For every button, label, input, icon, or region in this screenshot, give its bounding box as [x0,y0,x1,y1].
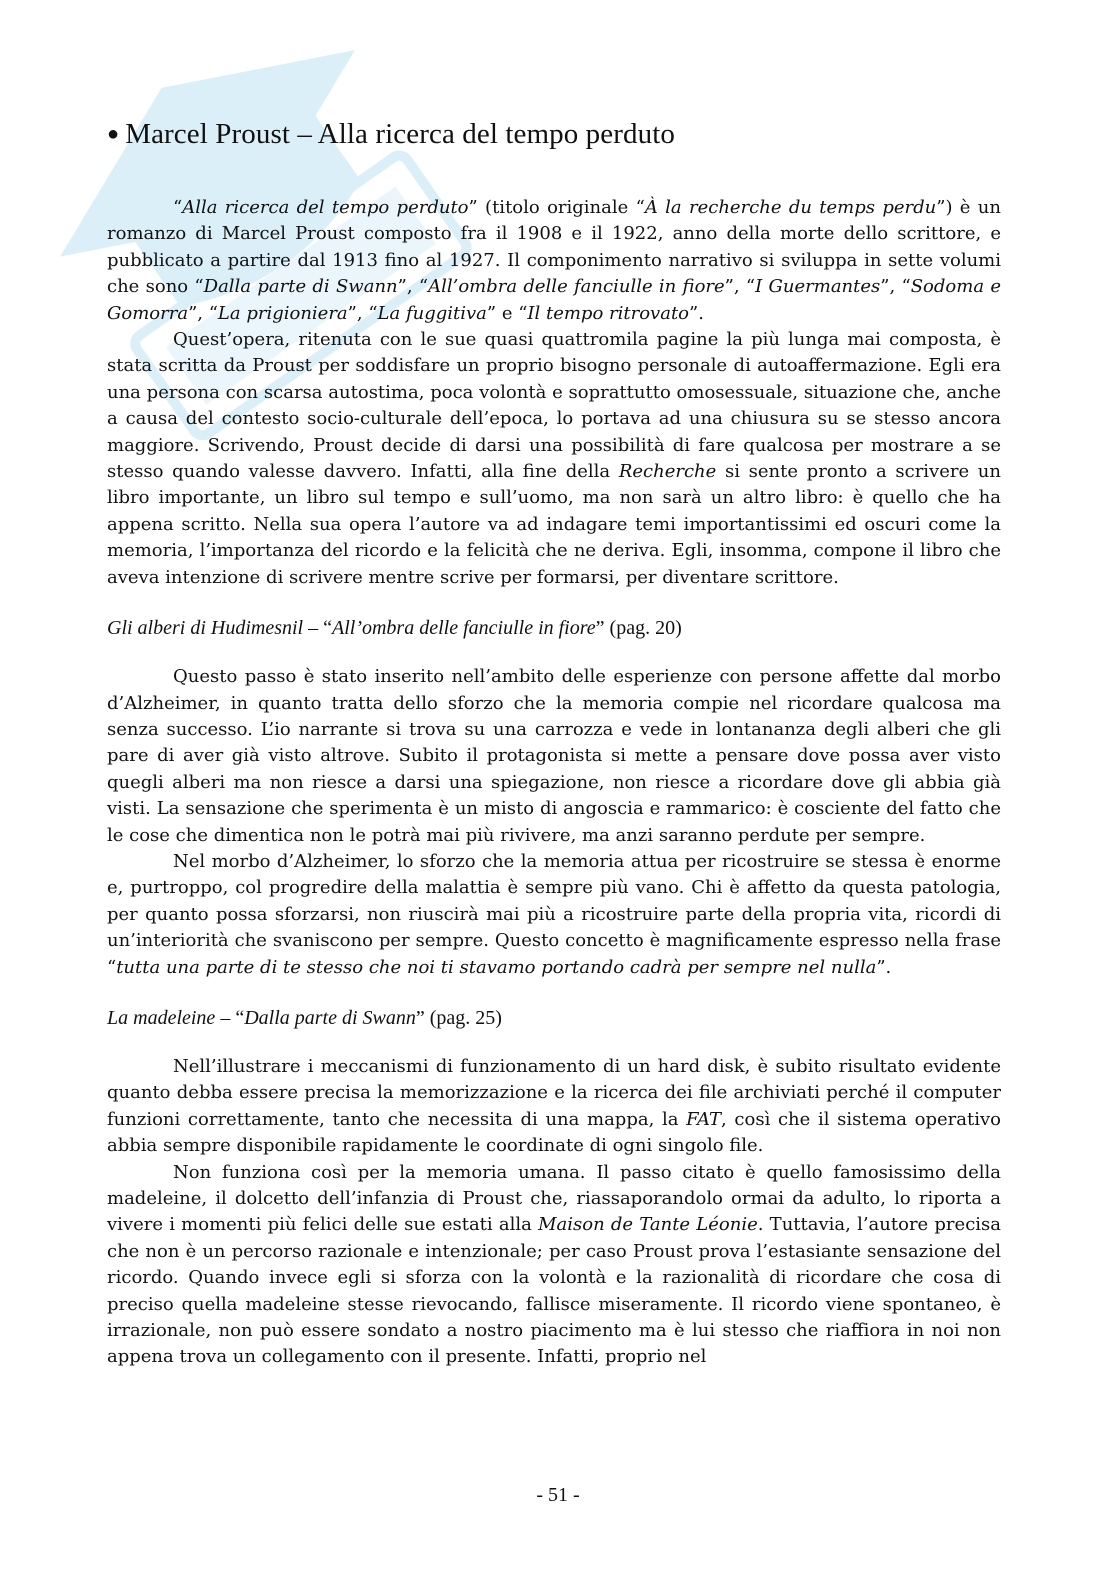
subsection-heading: La madeleine – “Dalla parte di Swann” (pag. 25) [107,1006,502,1029]
page-number: - 51 - [536,1484,580,1506]
bullet-icon: ● [107,123,120,145]
subsection-heading: Gli alberi di Hudimesnil – “All’ombra delle fanciulle in fiore” (pag. 20) [107,617,682,640]
paragraph: Nel morbo d’Alzheimer, lo sforzo che la memoria attua per ricostruire se stessa è enorme e, purtroppo, col progredire della malattia è sempre più vano. Chi è affetto da questa patologia, per quanto possa sforzarsi, non riuscirà mai più a ricostruire parte della propria vita, ricordi di un’interiorità che svaniscono per sempre. Questo concetto è magnificamente espresso nella frase “tutta una parte di te stesso che noi ti stavamo portando cadrà per sempre nel nulla”. [107,850,1001,978]
paragraph: Quest’opera, ritenuta con le sue quasi quattromila pagine la più lunga mai composta, è stata scritta da Proust per soddisfare un proprio bisogno personale di autoaffermazione. Egli era una persona con scarsa autostima, poca volontà e soprattutto omosessuale, situazione che, anche a causa del contesto socio-culturale dell’epoca, lo portava ad una chiusura su se stesso ancora maggiore. Scrivendo, Proust decide di darsi una possibilità di fare qualcosa per mostrare a se stesso quando valesse davvero. Infatti, alla fine della Recherche si sente pronto a scrivere un libro importante, un libro sul tempo e sull’uomo, ma non sarà un altro libro: è quello che ha appena scritto. Nella sua opera l’autore va ad indagare temi importantissimi ed oscuri come la memoria, l’importanza del ricordo e la felicità che ne deriva. Egli, insomma, compone il libro che aveva intenzione di scrivere mentre scrive per formarsi, per diventare scrittore. [107,329,1001,588]
paragraph: Non funziona così per la memoria umana. Il passo citato è quello famosissimo della madeleine, il dolcetto dell’infanzia di Proust che, riassaporandolo ormai da adulto, lo riporta a vivere i momenti più felici delle sue estati alla Maison de Tante Léonie. Tuttavia, l’autore precisa che non è un percorso razionale e intenzionale; per caso Proust prova l’estasiante sensazione del ricordo. Quando invece egli si sforza con la volontà e la razionalità di ricordare che cosa di preciso quella madeleine stesse rievocando, fallisce miseramente. Il ricordo viene spontaneo, è irrazionale, non può essere sondato a nostro piacimento ma è lui stesso che riaffiora in noi non appena trova un collegamento con il presente. Infatti, proprio nel [107,1161,1002,1368]
document-page [107,118,1001,1371]
section-title: ● Marcel Proust – Alla ricerca del tempo perduto [107,118,675,150]
paragraph: Questo passo è stato inserito nell’ambito delle esperienze con persone affette dal morbo d’Alzheimer, in quanto tratta dello sforzo che la memoria compie nel ricordare qualcosa ma senza successo. L’io narrante si trova su una carrozza e vede in lontananza degli alberi che gli pare di aver già visto altrove. Subito il protagonista si mette a pensare dove possa aver visto quegli alberi ma non riesce a darsi una spiegazione, non riesce a ricordare dove gli abbia già visti. La sensazione che sperimenta è un misto di angoscia e rammarico: è cosciente del fatto che le cose che dimentica non le potrà mai più rivivere, ma anzi saranno perdute per sempre. [107,666,1001,846]
paragraph: Nell’illustrare i meccanismi di funzionamento di un hard disk, è subito risultato evidente quanto debba essere precisa la memorizzazione e la ricerca dei file archiviati perché il computer funzioni correttamente, tanto che necessita di una mappa, la FAT, così che il sistema operativo abbia sempre disponibile rapidamente le coordinate di ogni singolo file. [107,1055,1002,1157]
paragraph: “Alla ricerca del tempo perduto” (titolo originale “À la recherche du temps perdu”) è un romanzo di Marcel Proust composto fra il 1908 e il 1922, anno della morte dello scrittore, e pubblicato a partire dal 1913 fino al 1927. Il componimento narrativo si sviluppa in sette volumi che sono “Dalla parte di Swann”, “All’ombra delle fanciulle in fiore”, “I Guermantes”, “Sodoma e Gomorra”, “La prigioniera”, “La fuggitiva” e “Il tempo ritrovato”. [107,197,1002,324]
